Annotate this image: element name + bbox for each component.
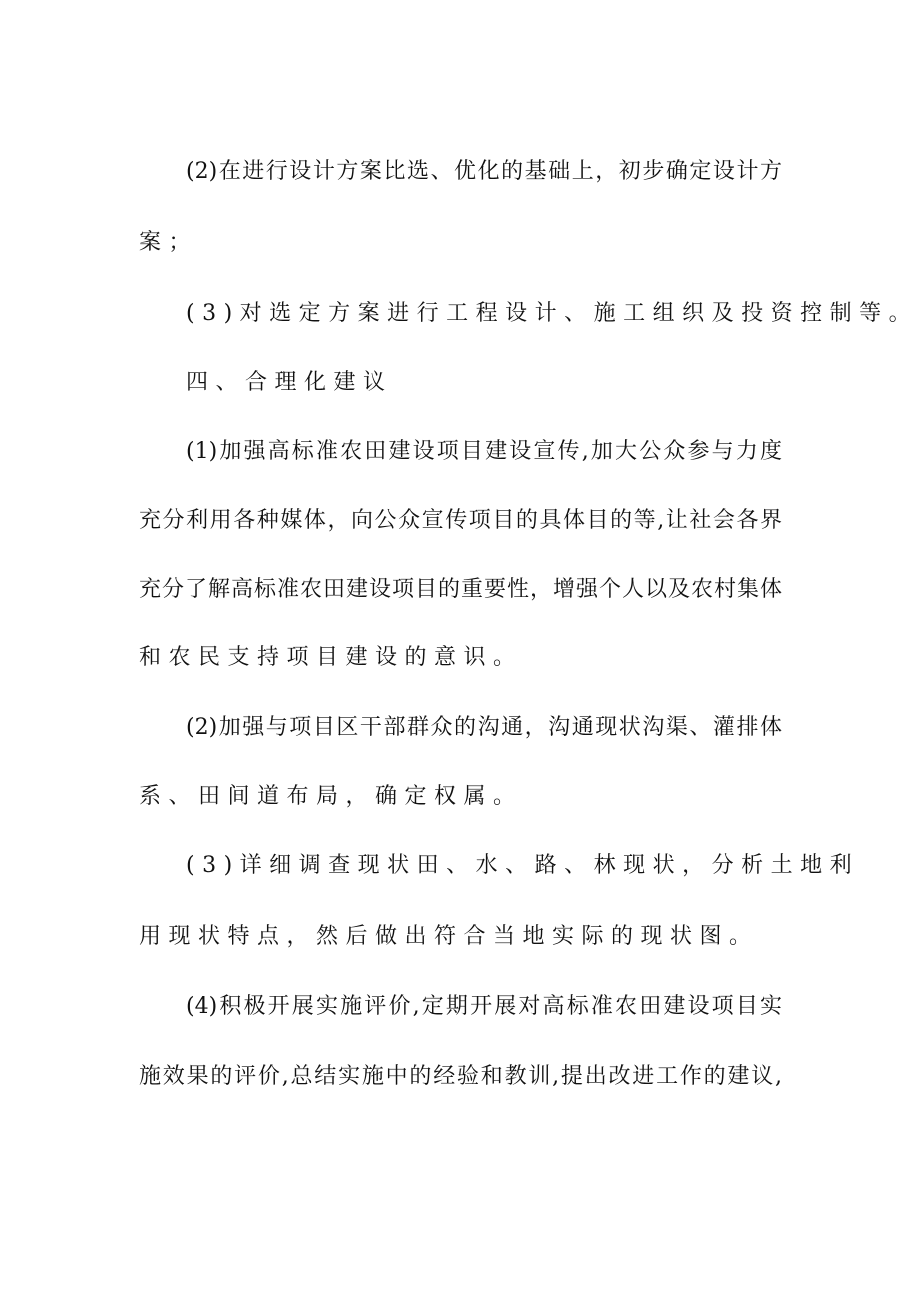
paragraph-line: (3)详细调查现状田、水、路、林现状，分析土地利: [186, 853, 860, 878]
paragraph-line: 施效果的评价,总结实施中的经验和教训,提出改进工作的建议,: [139, 1064, 782, 1089]
paragraph-line: 充分利用各种媒体，向公众宣传项目的具体目的等,让社会各界: [139, 508, 782, 533]
paragraph-line: 案；: [139, 230, 199, 255]
paragraph-line: (4)积极开展实施评价,定期开展对高标准农田建设项目实: [186, 994, 782, 1019]
paragraph-line: (1)加强高标准农田建设项目建设宣传,加大公众参与力度: [186, 439, 782, 464]
section-heading: 四、合理化建议: [186, 370, 393, 395]
paragraph-line: 充分了解高标准农田建设项目的重要性，增强个人以及农村集体: [139, 577, 782, 602]
paragraph-line: 用现状特点，然后做出符合当地实际的现状图。: [139, 924, 759, 949]
paragraph-line: (3)对选定方案进行工程设计、施工组织及投资控制等。: [186, 301, 919, 326]
paragraph-line: (2)在进行设计方案比选、优化的基础上，初步确定设计方: [186, 159, 782, 184]
paragraph-line: 系、田间道布局，确定权属。: [139, 784, 523, 809]
paragraph-line: 和农民支持项目建设的意识。: [139, 645, 523, 670]
paragraph-line: (2)加强与项目区干部群众的沟通，沟通现状沟渠、灌排体: [186, 715, 782, 740]
